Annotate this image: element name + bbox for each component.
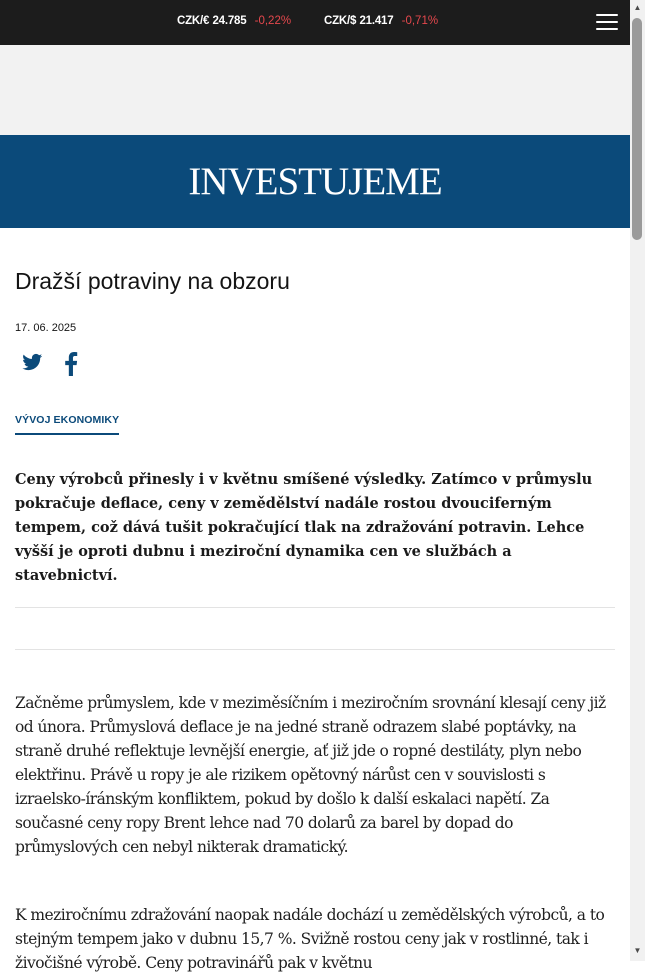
currency-ticker-bar (0, 0, 630, 45)
article-paragraph-1: Začněme průmyslem, kde v meziměsíčním i meziročním srovnání klesají ceny již od února. Průmyslová deflace je na jedné straně odrazem slabé poptávky, na straně druhé reflektuje levnější energie, ať již jde o ropné destiláty, plyn nebo elektřinu. Právě u ropy je ale rizikem opětovný nárůst cen v souvislosti s izraelsko-íránským konfliktem, pokud by došlo k další eskalaci napětí. Za současné ceny ropy Brent lehce nad 70 dolarů za barel by dopad do průmyslových cen nebyl nikterak dramatický. (15, 694, 606, 856)
ticker-usd-change: -0,71% (401, 15, 439, 27)
scroll-up-arrow-icon[interactable]: ▲ (633, 3, 642, 12)
ticker-usd (324, 15, 438, 27)
scroll-down-arrow-icon[interactable]: ▼ (633, 946, 642, 955)
article-paragraph-2: K meziročnímu zdražování naopak nadále dochází u zemědělských výrobců, a to stejným tempem jako v dubnu 15,7 %. Svižně rostou ceny jak v rostlinné, tak i živočišné výrobě. Ceny potravinářů pak v květnu (15, 906, 605, 972)
article-date: 17. 06. 2025 (15, 322, 77, 334)
ticker-usd-value: 21.417 (359, 15, 394, 27)
article-perex: Ceny výrobců přinesly i v květnu smíšené výsledky. Zatímco v průmyslu pokračuje deflace, ceny v zemědělství nadále rostou dvouciferným tempem, což dává tušit pokračující tlak na zdražování potravin. Lehce vyšší je oproti dubnu i meziroční dynamika cen ve službách a stavebnictví. (15, 471, 593, 584)
ticker-usd-pair: CZK/$ (324, 15, 357, 27)
article-title: Dražší potraviny na obzoru (15, 268, 290, 294)
ticker-eur-change: -0,22% (254, 15, 292, 27)
ticker-eur-value: 24.785 (212, 15, 247, 27)
scrollbar-thumb[interactable] (632, 18, 642, 240)
ad-banner-space (0, 45, 630, 135)
menu-icon[interactable] (596, 14, 618, 32)
divider (15, 607, 615, 608)
ticker-eur (177, 15, 291, 27)
facebook-icon[interactable] (64, 352, 78, 381)
divider (15, 649, 615, 650)
ticker-eur-pair: CZK/€ (177, 15, 210, 27)
category-tag[interactable]: VÝVOJ EKONOMIKY (15, 414, 119, 435)
site-logo[interactable]: INVESTUJEME (188, 160, 442, 203)
twitter-icon[interactable] (22, 352, 43, 377)
